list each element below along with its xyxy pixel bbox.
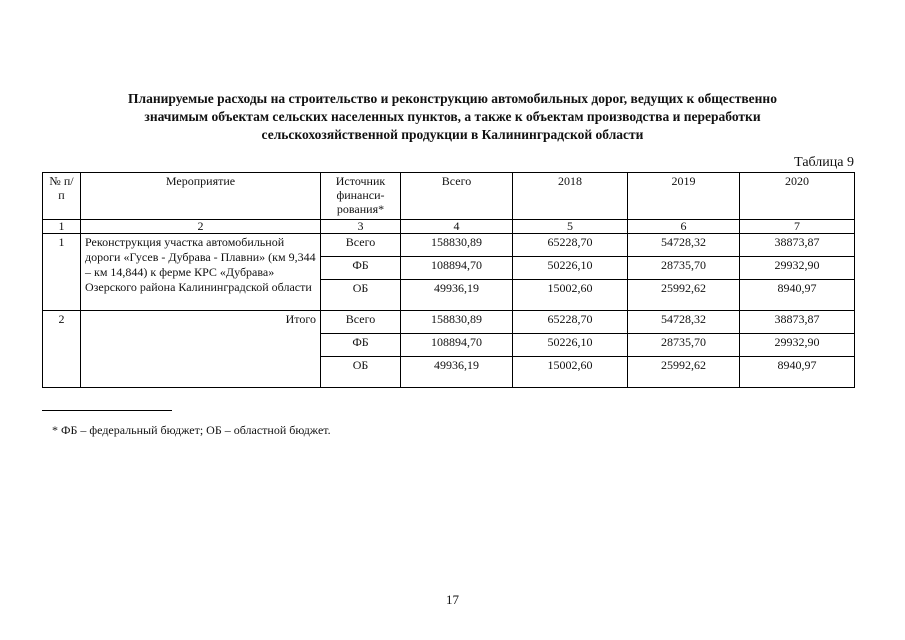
cell-source: Всего bbox=[321, 234, 401, 257]
header-2020: 2020 bbox=[740, 173, 855, 220]
cell-total: 108894,70 bbox=[401, 257, 513, 280]
cell-2020: 29932,90 bbox=[740, 334, 855, 357]
row-event: Реконструкция участка автомобильной дороги «Гусев - Дубрава - Плавни» (км 9,344 – км 14,844) к ферме КРС «Дубрава» Озерского района Калининградской области bbox=[81, 234, 321, 311]
table-row bbox=[43, 234, 855, 257]
col-number: 3 bbox=[321, 220, 401, 234]
cell-source: ОБ bbox=[321, 280, 401, 311]
row-num: 1 bbox=[43, 234, 81, 311]
title-line: значимым объектам сельских населенных пунктов, а также к объектам производства и переработки bbox=[144, 109, 761, 124]
cell-total: 158830,89 bbox=[401, 311, 513, 334]
header-event: Мероприятие bbox=[81, 173, 321, 220]
document-title bbox=[60, 90, 845, 144]
footnote-divider bbox=[42, 410, 172, 411]
header-source: Источник финанси-рования* bbox=[321, 173, 401, 220]
cell-total: 158830,89 bbox=[401, 234, 513, 257]
page-number: 17 bbox=[446, 592, 459, 607]
cell-2018: 15002,60 bbox=[513, 280, 628, 311]
cell-total: 49936,19 bbox=[401, 280, 513, 311]
cell-2018: 50226,10 bbox=[513, 334, 628, 357]
header-row bbox=[43, 173, 855, 220]
table-caption: Таблица 9 bbox=[794, 155, 854, 170]
col-number: 7 bbox=[740, 220, 855, 234]
cell-2018: 65228,70 bbox=[513, 234, 628, 257]
expenses-table bbox=[42, 172, 855, 388]
cell-2018: 50226,10 bbox=[513, 257, 628, 280]
column-number-row bbox=[43, 220, 855, 234]
title-line: Планируемые расходы на строительство и реконструкцию автомобильных дорог, ведущих к общественно bbox=[128, 91, 777, 106]
title-line: сельскохозяйственной продукции в Калининградской области bbox=[261, 127, 644, 142]
row-total-label: Итого bbox=[81, 311, 321, 388]
cell-total: 49936,19 bbox=[401, 357, 513, 388]
cell-2018: 65228,70 bbox=[513, 311, 628, 334]
cell-source: Всего bbox=[321, 311, 401, 334]
cell-2020: 8940,97 bbox=[740, 357, 855, 388]
header-2018: 2018 bbox=[513, 173, 628, 220]
cell-2019: 54728,32 bbox=[628, 311, 740, 334]
table-row bbox=[43, 311, 855, 334]
cell-source: ФБ bbox=[321, 334, 401, 357]
col-number: 2 bbox=[81, 220, 321, 234]
cell-2019: 28735,70 bbox=[628, 257, 740, 280]
col-number: 4 bbox=[401, 220, 513, 234]
cell-source: ФБ bbox=[321, 257, 401, 280]
cell-total: 108894,70 bbox=[401, 334, 513, 357]
cell-2020: 29932,90 bbox=[740, 257, 855, 280]
cell-2020: 8940,97 bbox=[740, 280, 855, 311]
cell-2019: 54728,32 bbox=[628, 234, 740, 257]
col-number: 1 bbox=[43, 220, 81, 234]
cell-2020: 38873,87 bbox=[740, 234, 855, 257]
cell-2019: 28735,70 bbox=[628, 334, 740, 357]
cell-source: ОБ bbox=[321, 357, 401, 388]
header-2019: 2019 bbox=[628, 173, 740, 220]
footnote: * ФБ – федеральный бюджет; ОБ – областной бюджет. bbox=[52, 423, 331, 437]
cell-2018: 15002,60 bbox=[513, 357, 628, 388]
cell-2019: 25992,62 bbox=[628, 280, 740, 311]
header-total: Всего bbox=[401, 173, 513, 220]
col-number: 6 bbox=[628, 220, 740, 234]
cell-2020: 38873,87 bbox=[740, 311, 855, 334]
row-num: 2 bbox=[43, 311, 81, 388]
col-number: 5 bbox=[513, 220, 628, 234]
cell-2019: 25992,62 bbox=[628, 357, 740, 388]
header-num: № п/п bbox=[43, 173, 81, 220]
